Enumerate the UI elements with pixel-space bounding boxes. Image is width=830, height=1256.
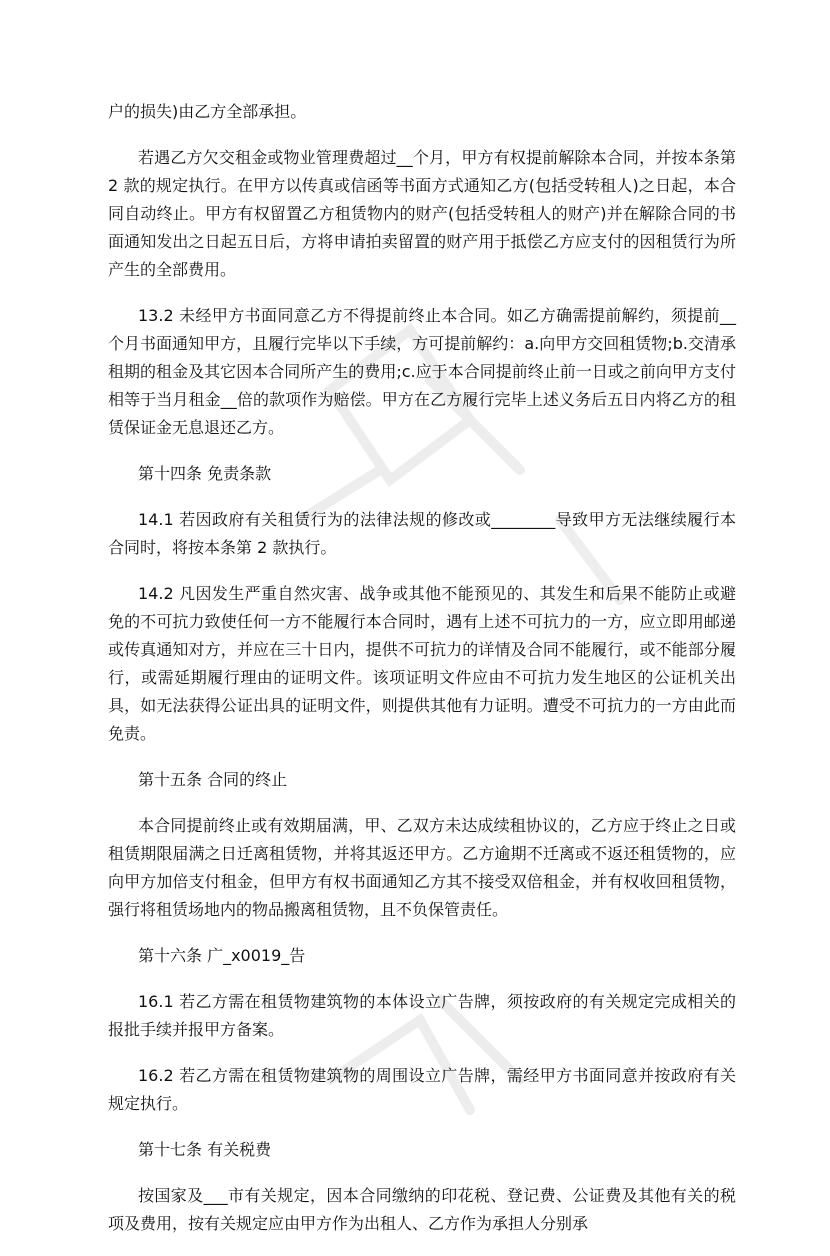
paragraph-16-1: 16.1 若乙方需在租赁物建筑物的本体设立广告牌，须按政府的有关规定完成相关的报批手续并报甲方备案。 xyxy=(108,992,736,1039)
heading-article-14: 第十四条 免责条款 xyxy=(138,464,272,483)
paragraph-termination: 本合同提前终止或有效期届满，甲、乙双方未达成续租协议的，乙方应于终止之日或租赁期限届满之日迁离租赁物，并将其返还甲方。乙方逾期不迁离或不返还租赁物的，应向甲方加倍支付租金，但甲方有权书面通知乙方其不接受双倍租金，并有权收回租赁物，强行将租赁场地内的物品搬离租赁物，且不负保管责任。 xyxy=(108,816,736,919)
paragraph-rent-arrears: 若遇乙方欠交租金或物业管理费超过__个月，甲方有权提前解除本合同，并按本条第 2 款的规定执行。在甲方以传真或信函等书面方式通知乙方(包括受转租人)之日起，本合同自动终止。甲方有权留置乙方租赁物内的财产(包括受转租人的财产)并在解除合同的书面通知发出之日起五日后，方将申请拍卖留置的财产用于抵偿乙方应支付的因租赁行为所产生的全部费用。 xyxy=(108,148,736,279)
heading-article-17: 第十七条 有关税费 xyxy=(138,1140,272,1159)
document-body xyxy=(108,98,736,1256)
paragraph-continuation: 户的损失)由乙方全部承担。 xyxy=(108,102,307,121)
paragraph-13-2: 13.2 未经甲方书面同意乙方不得提前终止本合同。如乙方确需提前解约，须提前__个月书面通知甲方，且履行完毕以下手续，方可提前解约：a.向甲方交回租赁物;b.交清承租期的租金及其它因本合同所产生的费用;c.应于本合同提前终止前一日或之前向甲方支付相等于当月租金__倍的款项作为赔偿。甲方在乙方履行完毕上述义务后五日内将乙方的租赁保证金无息退还乙方。 xyxy=(108,306,736,437)
heading-article-16: 第十六条 广_x0019_告 xyxy=(138,946,306,965)
heading-article-15: 第十五条 合同的终止 xyxy=(138,770,288,789)
paragraph-16-2: 16.2 若乙方需在租赁物建筑物的周围设立广告牌，需经甲方书面同意并按政府有关规定执行。 xyxy=(108,1066,736,1113)
paragraph-taxes: 按国家及___市有关规定，因本合同缴纳的印花税、登记费、公证费及其他有关的税项及费用，按有关规定应由甲方作为出租人、乙方作为承担人分别承 xyxy=(108,1186,736,1233)
paragraph-14-2: 14.2 凡因发生严重自然灾害、战争或其他不能预见的、其发生和后果不能防止或避免的不可抗力致使任何一方不能履行本合同时，遇有上述不可抗力的一方，应立即用邮递或传真通知对方，并应在三十日内，提供不可抗力的详情及合同不能履行，或不能部分履行，或需延期履行理由的证明文件。该项证明文件应由不可抗力发生地区的公证机关出具，如无法获得公证出具的证明文件，则提供其他有力证明。遭受不可抗力的一方由此而免责。 xyxy=(108,584,736,743)
paragraph-14-1: 14.1 若因政府有关租赁行为的法律法规的修改或________导致甲方无法继续履行本合同时，将按本条第 2 款执行。 xyxy=(108,510,736,557)
